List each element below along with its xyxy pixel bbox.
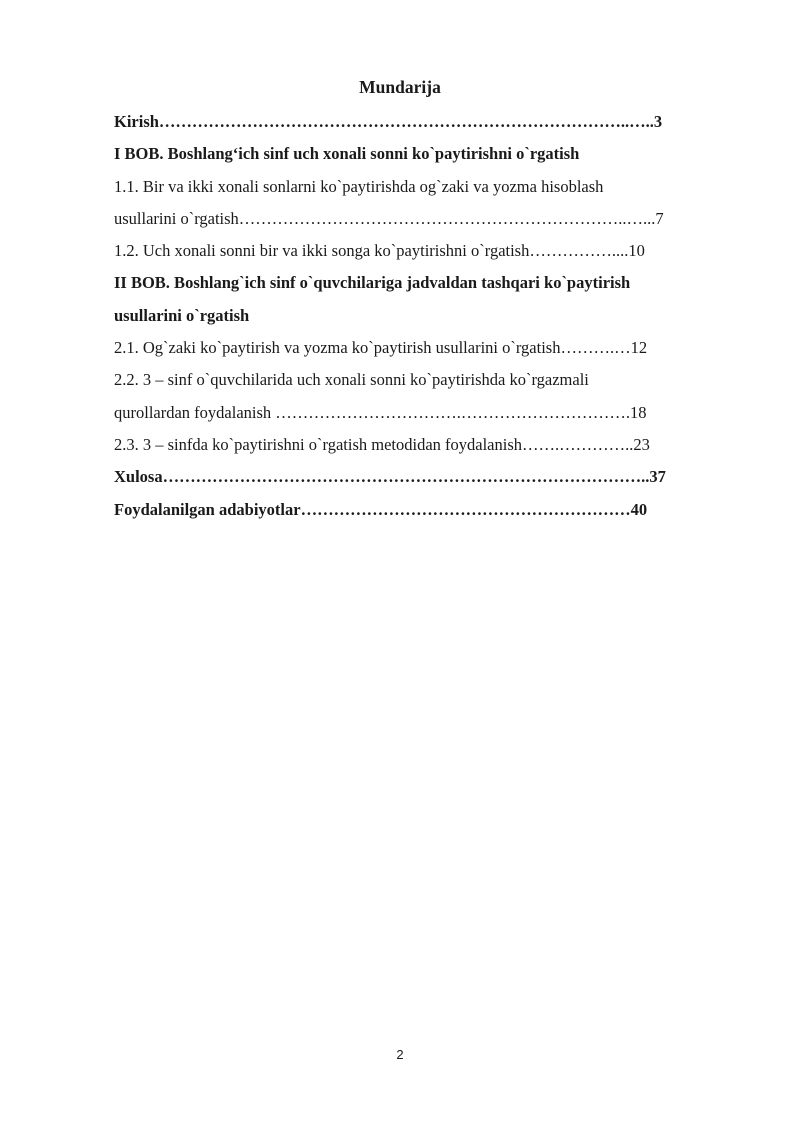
toc-section-1-1-line-1: 1.1. Bir va ikki xonali sonlarni ko`paytirishda og`zaki va yozma hisoblash	[114, 176, 604, 196]
page-number: 2	[396, 1047, 404, 1062]
page-title: Mundarija	[359, 77, 441, 97]
table-of-contents	[114, 106, 726, 526]
toc-chapter-2-heading-line-2: usullarini o`rgatish	[114, 305, 250, 325]
toc-section-2-1: 2.1. Og`zaki ko`paytirish va yozma ko`paytirish usullarini o`rgatish……….…12	[114, 338, 648, 358]
toc-entry-introduction: Kirish…………………………………………………………………………..…..3	[114, 112, 663, 131]
toc-section-2-3: 2.3. 3 – sinfda ko`paytirishni o`rgatish metodidan foydalanish…….…………..23	[114, 434, 650, 454]
toc-section-1-1-line-2: usullarini o`rgatish……………………………………………………………..…...7	[114, 208, 664, 228]
toc-chapter-2-heading-line-1: II BOB. Boshlang`ich sinf o`quvchilariga jadvaldan tashqari ko`paytirish	[114, 273, 631, 293]
toc-section-1-2: 1.2. Uch xonali sonni bir va ikki songa ko`paytirishni o`rgatish……………....10	[114, 241, 645, 261]
toc-section-2-2-line-1: 2.2. 3 – sinf o`quvchilarida uch xonali sonni ko`paytirishda ko`rgazmali	[114, 370, 589, 390]
toc-section-2-2-line-2: qurollardan foydalanish …………………………….………………………….18	[114, 402, 647, 422]
toc-entry-references: Foydalanilgan adabiyotlar……………………………………………………40	[114, 499, 648, 519]
toc-entry-conclusion: Xulosa……………………………………………………………………………..37	[114, 467, 666, 487]
toc-chapter-1-heading: I BOB. Boshlang‘ich sinf uch xonali sonni ko`paytirishni o`rgatish	[114, 144, 580, 164]
